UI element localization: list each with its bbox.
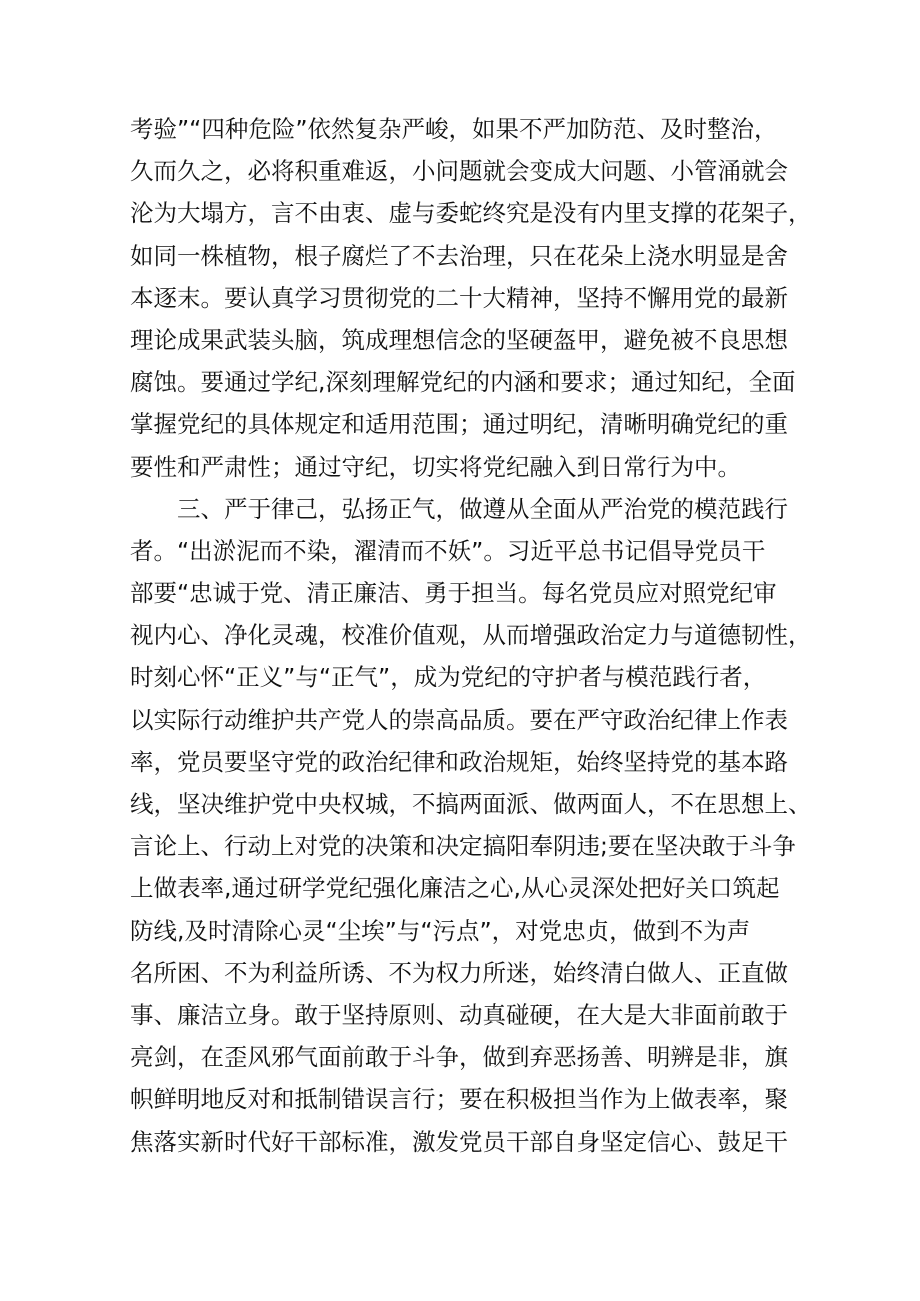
text-line: 腐蚀。要通过学纪,深刻理解党纪的内涵和要求；通过知纪，全面 bbox=[130, 368, 796, 397]
text-line: 上做表率,通过研学党纪强化廉洁之心,从心灵深处把好关口筑起 bbox=[130, 874, 780, 903]
text-line: 考验”“四种危险”依然复杂严峻，如果不严加防范、及时整治， bbox=[130, 115, 778, 143]
document-body bbox=[130, 108, 812, 1163]
section-heading-line: 三、严于律己，弘扬正气，做遵从全面从严治党的模范践行 bbox=[177, 494, 788, 523]
text-line: 率，党员要坚守党的政治纪律和政治规矩，始终坚持党的基本路 bbox=[130, 747, 788, 776]
text-line: 时刻心怀“正义”与“正气”，成为党纪的守护者与模范践行者， bbox=[130, 663, 767, 692]
text-line: 亮剑，在歪风邪气面前敢于斗争，做到弃恶扬善、明辨是非，旗 bbox=[130, 1043, 788, 1072]
text-line: 部要“忠诚于党、清正廉洁、勇于担当。每名党员应对照党纪审 bbox=[130, 579, 777, 608]
text-line: 焦落实新时代好干部标准，激发党员干部自身坚定信心、鼓足干 bbox=[130, 1127, 788, 1156]
text-line: 防线,及时清除心灵“尘埃”与“污点”，对党忠贞，做到不为声 bbox=[130, 916, 751, 945]
text-line: 要性和严肃性；通过守纪，切实将党纪融入到日常行为中。 bbox=[130, 452, 741, 481]
text-line: 理论成果武装头脑，筑成理想信念的坚硬盔甲，避免被不良思想 bbox=[130, 325, 788, 354]
text-line: 以实际行动维护共产党人的崇高品质。要在严守政治纪律上作表 bbox=[130, 705, 788, 734]
text-line: 事、廉洁立身。敢于坚持原则、动真碰硬，在大是大非面前敢于 bbox=[130, 1000, 788, 1029]
text-line: 线，坚决维护党中央权城，不搞两面派、做两面人，不在思想上、 bbox=[130, 790, 812, 818]
text-line: 者。“出淤泥而不染，濯清而不妖”。习近平总书记倡导党员干 bbox=[130, 536, 766, 565]
text-line: 沦为大塌方，言不由衷、虚与委蛇终究是没有内里支撑的花架子， bbox=[130, 199, 812, 228]
text-line: 掌握党纪的具体规定和适用范围；通过明纪，清晰明确党纪的重 bbox=[130, 410, 788, 439]
text-line: 如同一株植物，根子腐烂了不去治理，只在花朵上浇水明显是舍 bbox=[130, 241, 788, 270]
text-line: 视内心、净化灵魂，校准价值观，从而增强政治定力与道德韧性， bbox=[130, 621, 812, 650]
text-line: 帜鲜明地反对和抵制错误言行；要在积极担当作为上做表率，聚 bbox=[130, 1085, 788, 1114]
text-line: 本逐末。要认真学习贯彻党的二十大精神，坚持不懈用党的最新 bbox=[130, 283, 788, 312]
text-line: 名所困、不为利益所诱、不为权力所迷，始终清白做人、正直做 bbox=[130, 958, 788, 987]
text-line: 言论上、行动上对党的决策和决定搞阳奉阴违;要在坚决敢于斗争 bbox=[130, 832, 796, 861]
text-line: 久而久之，必将积重难返，小问题就会变成大问题、小管涌就会 bbox=[130, 157, 788, 186]
